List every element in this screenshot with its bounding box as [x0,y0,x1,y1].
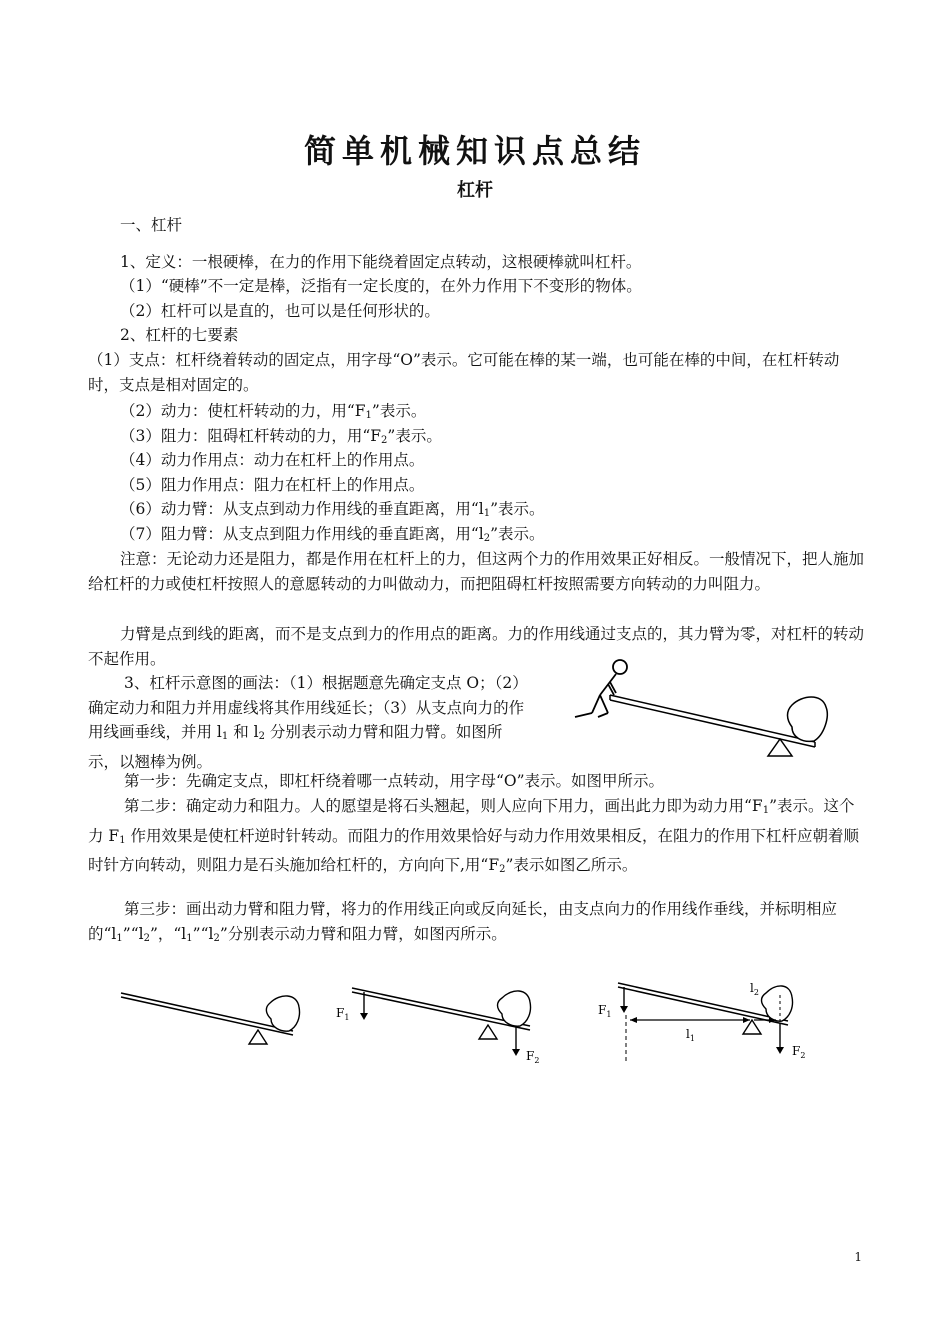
f2-label: $F_2$ [526,1049,540,1065]
note-2: （2）杠杆可以是直的，也可以是任何形状的。 [120,302,440,320]
element-7: （7）阻力臂：从支点到阻力作用线的垂直距离，用“$l_2$”表示。 [120,525,545,544]
figure-b [330,980,550,1065]
section-heading: 一、杠杆 [120,216,183,234]
element-5: （5）阻力作用点：阻力在杠杆上的作用点。 [120,476,425,494]
seesaw-illustration [570,655,835,765]
element-6: （6）动力臂：从支点到动力作用线的垂直距离，用“$l_1$”表示。 [120,500,545,519]
element-4: （4）动力作用点：动力在杠杆上的作用点。 [120,451,425,469]
figure-a [115,985,305,1055]
definition: 1、定义：一根硬棒，在力的作用下能绕着固定点转动，这根硬棒就叫杠杆。 [120,253,642,271]
person-figure [575,660,627,717]
page-number: 1 [854,1250,862,1264]
step-1: 第一步：先确定支点，即杠杆绕着哪一点转动，用字母“O”表示。如图甲所示。 [124,772,665,790]
f1-label: $F_1$ [598,1003,612,1019]
f1-label: $F_1$ [336,1006,350,1022]
drawing-method-paragraph: 3、杠杆示意图的画法：（1）根据题意先确定支点 O；（2）确定动力和阻力并用虚线将其作用线延长；（3）从支点向力的作用线画垂线，并用 $l_1$ 和 $l_2$ 分别表示动力臂和阻力臂。如图所示，以翘棒为例。 [88,674,528,771]
fulcrum-triangle [743,1020,761,1034]
step-2: 第二步：确定动力和阻力。人的愿望是将石头翘起，则人应向下用力，画出此力即为动力用“$F_1$”表示。这个力 $F_1$ 作用效果是使杠杆逆时针转动。而阻力的作用效果恰好与动力作用效果相反，在阻力的作用下杠杆应朝着顺时针方向转动，则阻力是石头施加给杠杆的，方向向下,用“$F_2$”表示如图乙所示。 [88,797,859,875]
l2-label: $l_2$ [750,981,759,997]
rock-shape [788,697,828,741]
fulcrum-triangle [249,1030,267,1044]
fulcrum-triangle [479,1025,497,1039]
document-subtitle: 杠杆 [457,180,493,201]
attention-paragraph: 注意：无论动力还是阻力，都是作用在杠杆上的力，但这两个力的作用效果正好相反。一般情况下，把人施加给杠杆的力或使杠杆按照人的意愿转动的力叫做动力，而把阻碍杠杆按照需要方向转动的力叫阻力。 [88,550,865,593]
elements-heading: 2、杠杆的七要素 [120,326,239,344]
element-2: （2）动力：使杠杆转动的力，用“$F_1$”表示。 [120,402,427,421]
f2-label: $F_2$ [792,1044,806,1060]
step-3: 第三步：画出动力臂和阻力臂，将力的作用线正向或反向延长，由支点向力的作用线作垂线，并标明相应的“$l_1”“l_2$”，“$l_1”“l_2$”分别表示动力臂和阻力臂，如图丙所示。 [88,900,838,944]
figure-c [590,975,820,1070]
element-1: （1）支点：杠杆绕着转动的固定点，用字母“O”表示。它可能在棒的某一端，也可能在棒的中间，在杠杆转动时，支点是相对固定的。 [88,351,840,394]
document-title: 简单机械知识点总结 [303,132,646,170]
element-3: （3）阻力：阻碍杠杆转动的力，用“$F_2$”表示。 [120,427,442,446]
note-1: （1）“硬棒”不一定是棒，泛指有一定长度的，在外力作用下不变形的物体。 [120,277,642,295]
arm-note-paragraph: 力臂是点到线的距离，而不是支点到力的作用点的距离。力的作用线通过支点的，其力臂为零，对杠杆的转动不起作用。 [88,625,865,668]
l1-label: $l_1$ [686,1027,695,1043]
